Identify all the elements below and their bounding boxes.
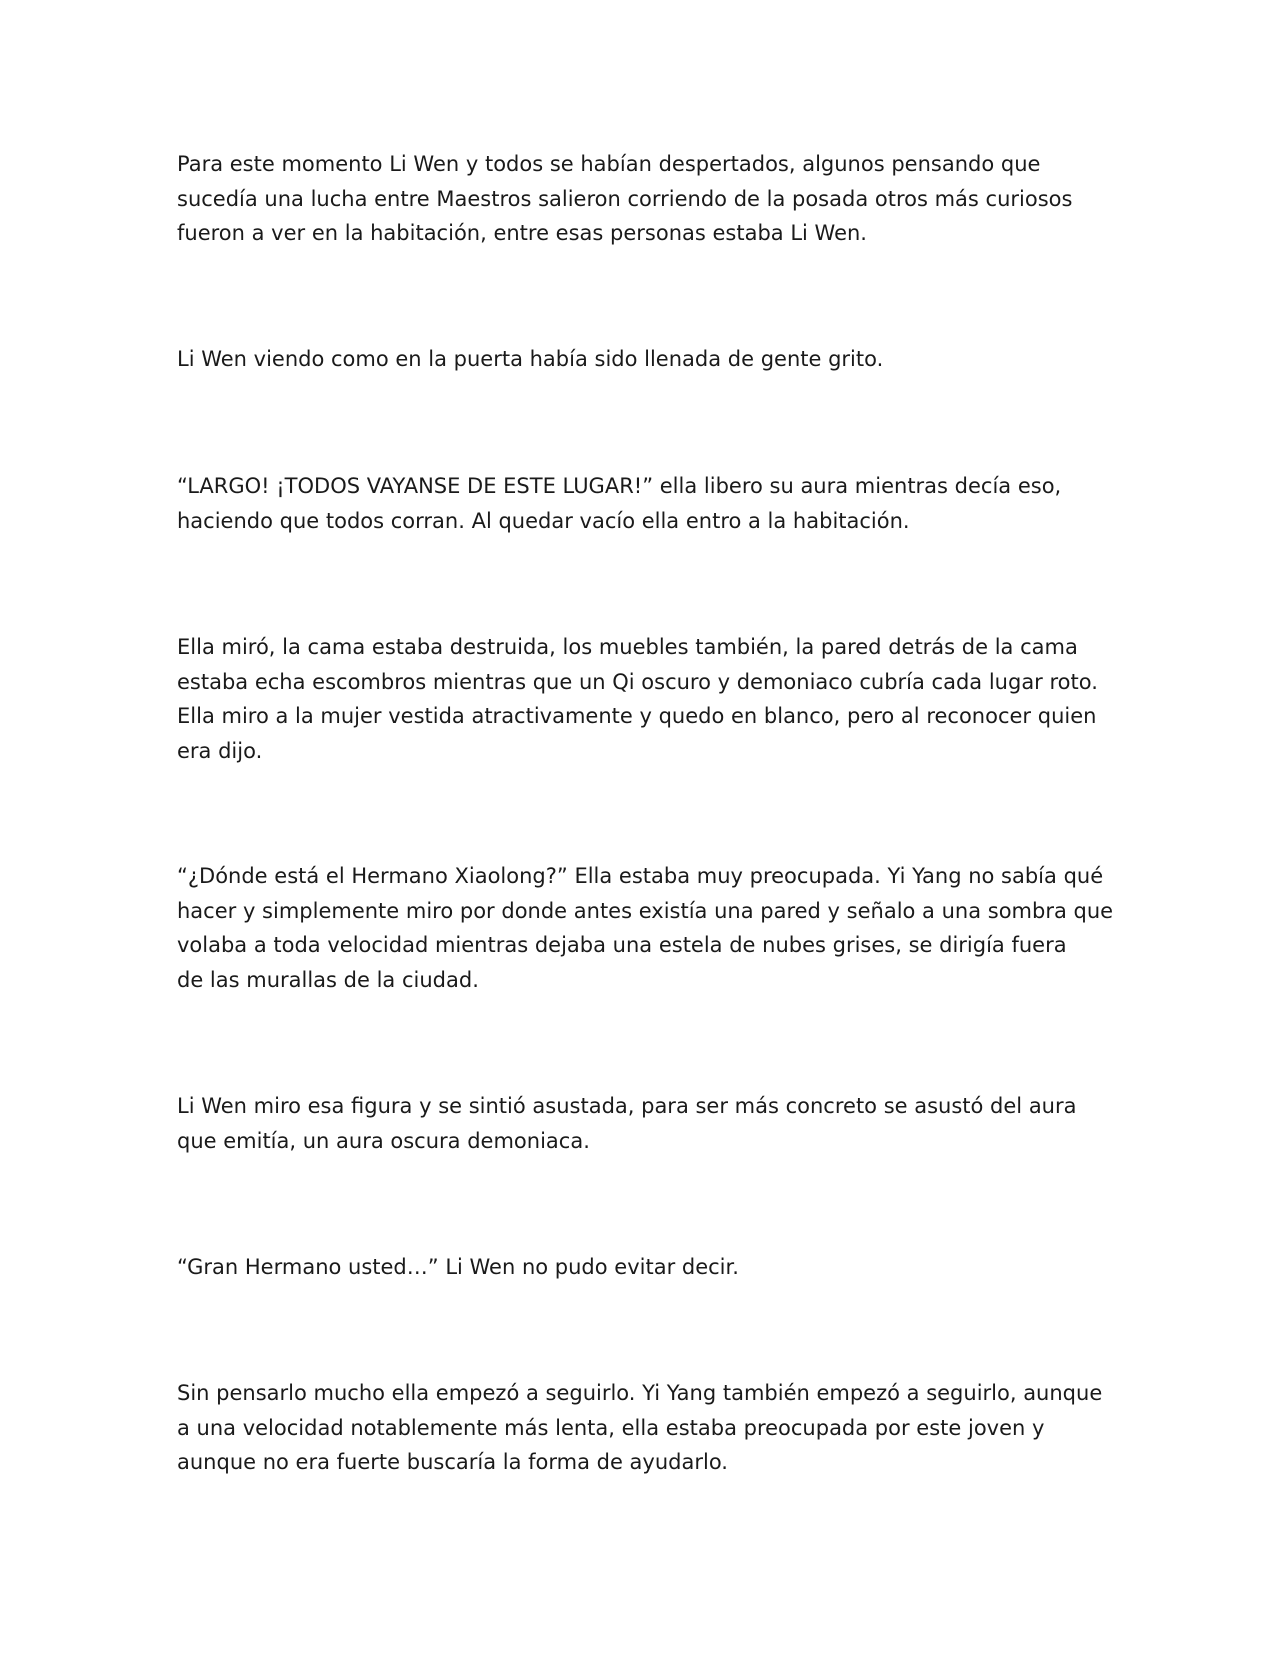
- text-line: Ella miró, la cama estaba destruida, los muebles también, la pared detrás de la cama: [177, 635, 1078, 659]
- text-line: Sin pensarlo mucho ella empezó a seguirlo. Yi Yang también empezó a seguirlo, aunque: [177, 1381, 1103, 1405]
- text-line: aunque no era fuerte buscaría la forma de ayudarlo.: [177, 1450, 728, 1474]
- paragraph: [177, 342, 1107, 377]
- text-line: “¿Dónde está el Hermano Xiaolong?” Ella estaba muy preocupada. Yi Yang no sabía qué: [177, 864, 1104, 888]
- text-line: Li Wen viendo como en la puerta había sido llenada de gente grito.: [177, 347, 884, 371]
- text-line: sucedía una lucha entre Maestros salieron corriendo de la posada otros más curiosos: [177, 186, 1073, 211]
- paragraph: [177, 147, 1107, 251]
- text-line: estaba echa escombros mientras que un Qi oscuro y demoniaco cubría cada lugar roto.: [177, 669, 1098, 694]
- text-line: haciendo que todos corran. Al quedar vacío ella entro a la habitación.: [177, 508, 910, 533]
- paragraph: [177, 1089, 1107, 1158]
- paragraph: [177, 1376, 1107, 1480]
- text-line: Ella miro a la mujer vestida atractivamente y quedo en blanco, pero al reconocer quien: [177, 704, 1097, 728]
- paragraph: [177, 1250, 1107, 1285]
- paragraph: [177, 469, 1107, 538]
- text-line: que emitía, un aura oscura demoniaca.: [177, 1128, 590, 1153]
- text-line: era dijo.: [177, 738, 263, 763]
- text-line: a una velocidad notablemente más lenta, ella estaba preocupada por este joven y: [177, 1415, 1045, 1440]
- text-line: volaba a toda velocidad mientras dejaba una estela de nubes grises, se dirigía fuera: [177, 933, 1067, 957]
- paragraph: [177, 859, 1114, 997]
- paragraph: [177, 630, 1107, 768]
- text-line: “LARGO! ¡TODOS VAYANSE DE ESTE LUGAR!” ella libero su aura mientras decía eso,: [177, 474, 1062, 498]
- text-line: de las murallas de la ciudad.: [177, 967, 479, 992]
- text-line: Para este momento Li Wen y todos se habían despertados, algunos pensando que: [177, 152, 1041, 176]
- text-line: Li Wen miro esa figura y se sintió asustada, para ser más concreto se asustó del aura: [177, 1094, 1077, 1118]
- text-line: hacer y simplemente miro por donde antes existía una pared y señalo a una sombra que: [177, 898, 1114, 923]
- text-line: “Gran Hermano usted…” Li Wen no pudo evitar decir.: [177, 1255, 739, 1279]
- text-line: fueron a ver en la habitación, entre esas personas estaba Li Wen.: [177, 221, 867, 245]
